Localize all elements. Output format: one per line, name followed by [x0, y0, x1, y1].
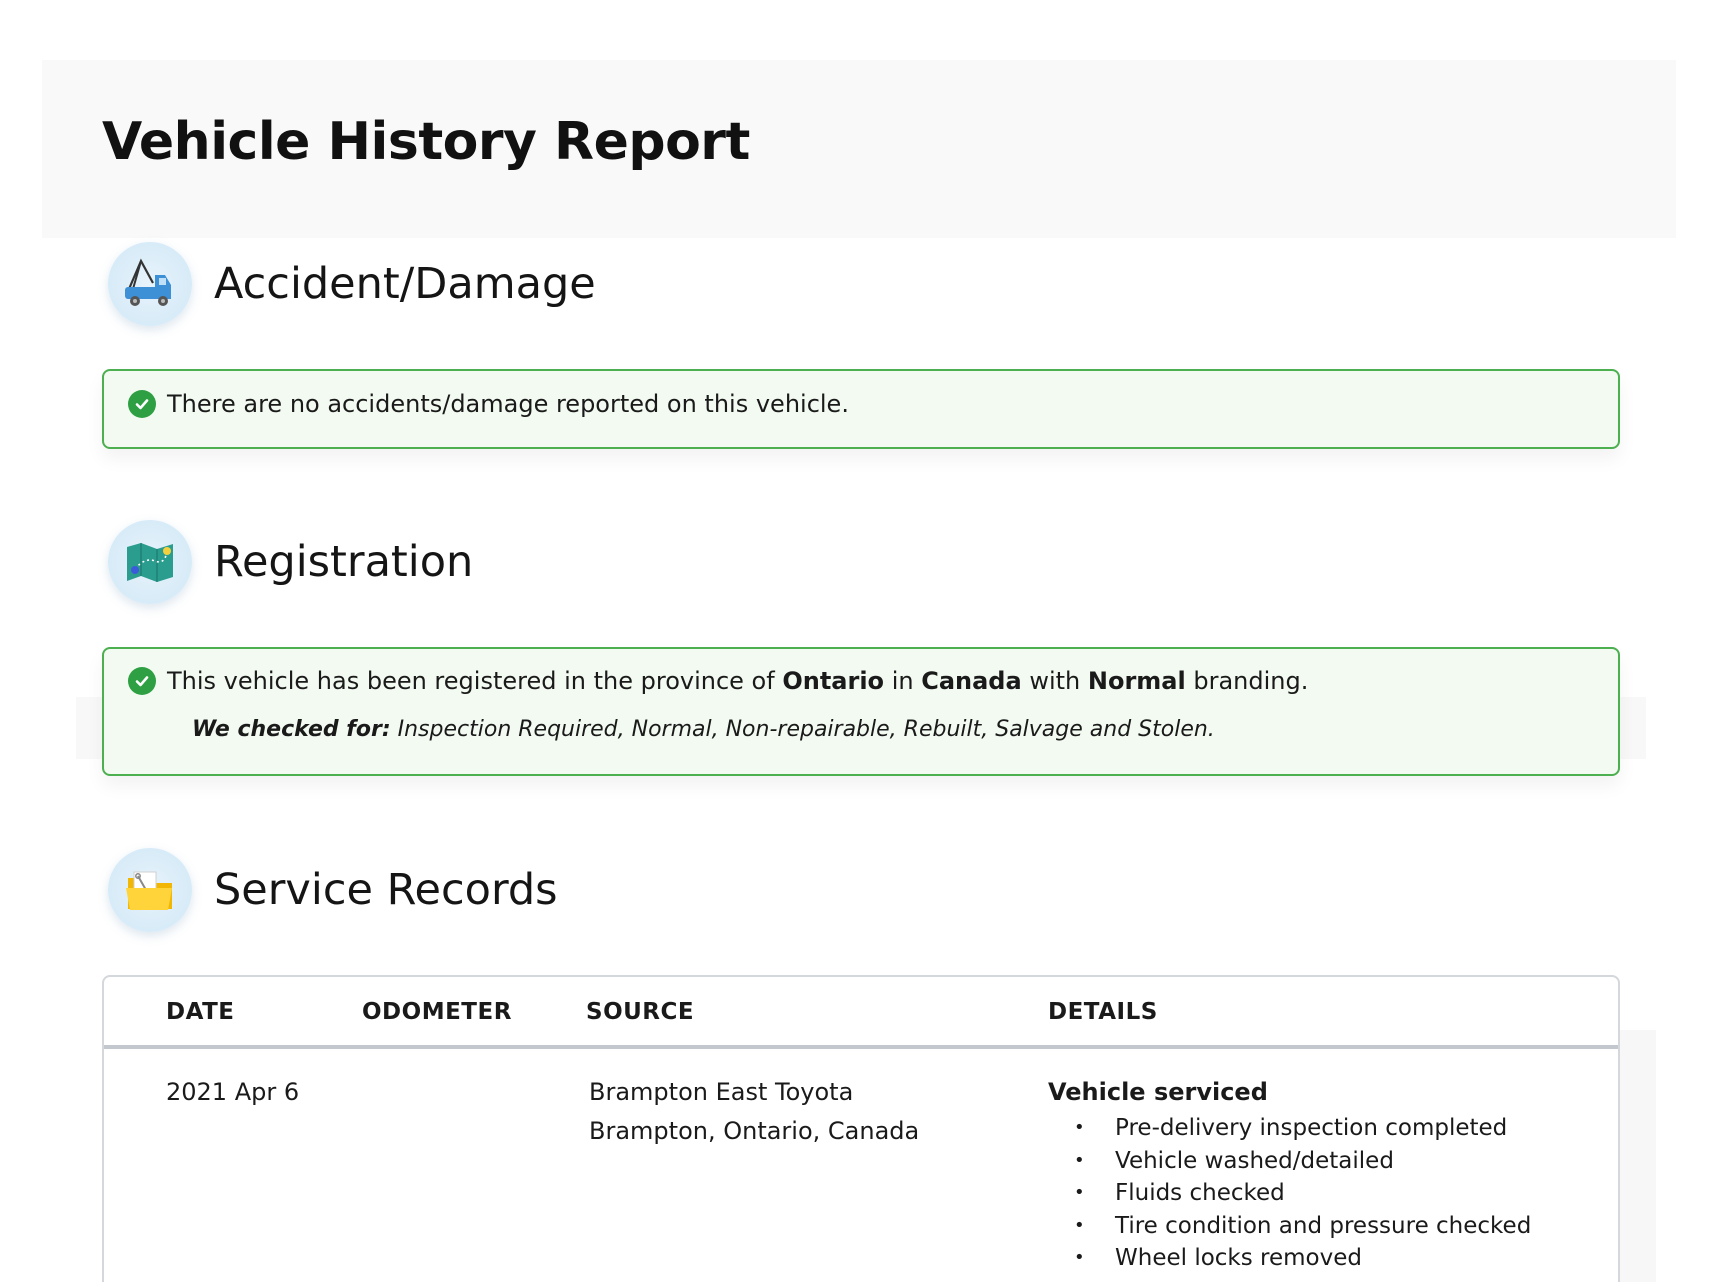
column-date: DATE — [166, 999, 235, 1025]
check-circle-icon — [128, 667, 156, 695]
checked-for-label: We checked for: — [192, 717, 391, 742]
source-location: Brampton, Ontario, Canada — [589, 1117, 920, 1145]
column-source: SOURCE — [586, 999, 695, 1025]
folder-icon — [108, 848, 192, 932]
registration-word-in: in — [891, 667, 914, 695]
accident-message: There are no accidents/damage reported on this vehicle. — [167, 390, 849, 418]
details-title: Vehicle serviced — [1048, 1078, 1268, 1106]
registration-suffix: branding. — [1193, 667, 1309, 695]
checked-for-items: Inspection Required, Normal, Non-repairable, Rebuilt, Salvage and Stolen. — [397, 717, 1215, 742]
page-title: Vehicle History Report — [102, 112, 750, 172]
table-header — [104, 977, 1618, 1049]
accident-notice — [102, 369, 1620, 449]
registration-section-title: Registration — [214, 537, 474, 587]
service-records-table — [102, 975, 1620, 1282]
report-header — [42, 60, 1676, 238]
list-item: • Fluids checked — [1048, 1177, 1531, 1210]
service-section-title: Service Records — [214, 865, 558, 915]
check-circle-icon — [128, 390, 156, 418]
list-item: • Vehicle washed/detailed — [1048, 1145, 1531, 1178]
row-date: 2021 Apr 6 — [166, 1078, 300, 1106]
row-details — [1048, 1073, 1531, 1275]
list-item: • Pre-delivery inspection completed — [1048, 1112, 1531, 1145]
list-item: • Wheel locks removed — [1048, 1242, 1531, 1275]
registration-word-with: with — [1029, 667, 1081, 695]
tow-truck-icon — [108, 242, 192, 326]
accident-section-header — [108, 242, 596, 326]
service-backdrop — [1620, 1030, 1656, 1282]
registration-notice — [102, 647, 1620, 776]
column-odometer: ODOMETER — [362, 999, 512, 1025]
registration-message — [128, 667, 1618, 695]
registration-country: Canada — [921, 667, 1022, 695]
column-details: DETAILS — [1048, 999, 1158, 1025]
map-icon — [108, 520, 192, 604]
row-source — [589, 1073, 919, 1151]
details-list — [1048, 1112, 1531, 1275]
service-section-header — [108, 848, 558, 932]
list-item: • Tire condition and pressure checked — [1048, 1210, 1531, 1243]
accident-section-title: Accident/Damage — [214, 259, 596, 309]
registration-section-header — [108, 520, 473, 604]
registration-prefix: This vehicle has been registered in the province of — [167, 667, 775, 695]
source-name: Brampton East Toyota — [589, 1078, 854, 1106]
checked-for-line — [192, 717, 1618, 742]
registration-branding: Normal — [1087, 667, 1186, 695]
registration-province: Ontario — [782, 667, 885, 695]
